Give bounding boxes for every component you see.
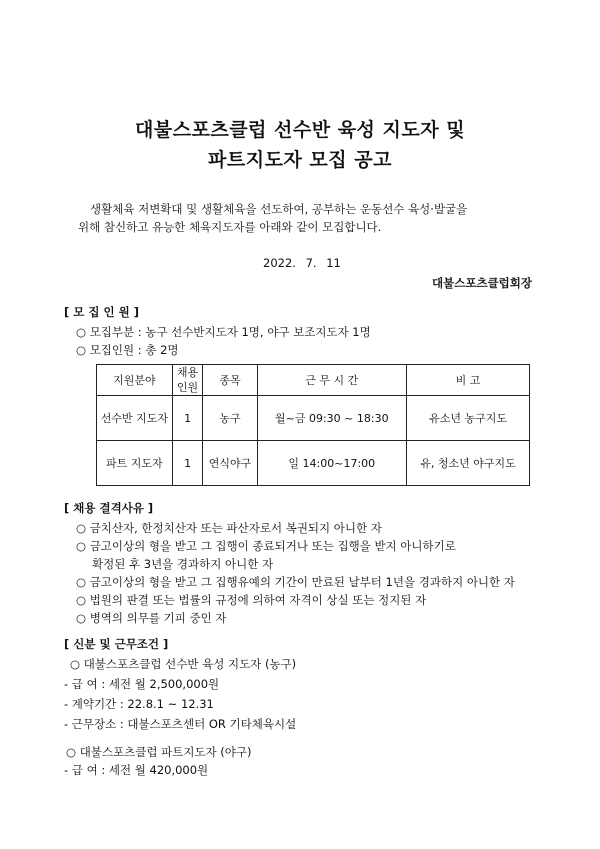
table-cell: 선수반 지도자: [97, 396, 173, 441]
table-cell: 농구: [203, 396, 257, 441]
intro-line-1: 생활체육 저변확대 및 생활체육을 선도하여, 공부하는 운동선수 육성·발굴을: [90, 202, 468, 216]
header-cell: 비 고: [407, 365, 530, 396]
header-cell: 근 무 시 간: [257, 365, 407, 396]
table-cell: 유, 청소년 야구지도: [407, 441, 530, 486]
recruit-table: [96, 364, 530, 486]
organization-signature: 대불스포츠클럽회장: [432, 276, 532, 290]
conditions-group-title: ○ 대불스포츠클럽 파트지도자 (야구): [66, 745, 252, 759]
disqualify-item: ○ 법원의 판결 또는 법률의 규정에 의하여 자격이 상실 또는 정지된 자: [76, 593, 427, 607]
disqualify-item: ○ 금고이상의 형을 받고 그 집행유예의 기간이 만료된 날부터 1년을 경과하지 아니한 자: [76, 575, 515, 589]
title-line-1: 대불스포츠클럽 선수반 육성 지도자 및: [134, 119, 466, 141]
disqualify-item: 확정된 후 3년을 경과하지 아니한 자: [92, 557, 274, 571]
conditions-item: - 근무장소 : 대불스포츠센터 OR 기타체육시설: [64, 717, 297, 731]
table-cell: 파트 지도자: [97, 441, 173, 486]
conditions-item: - 급 여 : 세전 월 2,500,000원: [64, 677, 220, 691]
table-cell: 1: [172, 441, 203, 486]
disqualify-item: ○ 금고이상의 형을 받고 그 집행이 종료되거나 또는 집행을 받지 아니하기로: [76, 539, 456, 553]
disqualify-heading: [ 채용 결격사유 ]: [64, 501, 154, 515]
table-cell: 연식야구: [203, 441, 257, 486]
table-row: [97, 396, 530, 441]
table-cell: 1: [172, 396, 203, 441]
announcement-date: 2022. 7. 11: [263, 256, 341, 270]
table-cell: 유소년 농구지도: [407, 396, 530, 441]
disqualify-item: ○ 금치산자, 한정치산자 또는 파산자로서 복권되지 아니한 자: [76, 521, 382, 535]
header-cell: 종목: [203, 365, 257, 396]
recruit-item: ○ 모집인원 : 총 2명: [76, 343, 179, 357]
recruit-item: ○ 모집부분 : 농구 선수반지도자 1명, 야구 보조지도자 1명: [76, 325, 371, 339]
conditions-group-title: ○ 대불스포츠클럽 선수반 육성 지도자 (농구): [70, 657, 297, 671]
table-cell: 월~금 09:30 ~ 18:30: [257, 396, 407, 441]
conditions-item: - 급 여 : 세전 월 420,000원: [64, 763, 209, 777]
table-row: [97, 441, 530, 486]
table-cell: 일 14:00~17:00: [257, 441, 407, 486]
intro-line-2: 위해 참신하고 유능한 체육지도자를 아래와 같이 모집합니다.: [78, 220, 382, 234]
table-header-row: [97, 365, 530, 396]
conditions-heading: [ 신분 및 근무조건 ]: [64, 637, 169, 651]
title-line-2: 파트지도자 모집 공고: [208, 149, 392, 171]
recruit-heading: [ 모 집 인 원 ]: [64, 305, 139, 319]
header-cell: 채용 인원: [172, 365, 203, 396]
header-cell: 지원분야: [97, 365, 173, 396]
conditions-item: - 계약기간 : 22.8.1 ~ 12.31: [64, 697, 214, 711]
disqualify-item: ○ 병역의 의무를 기피 중인 자: [76, 611, 227, 625]
